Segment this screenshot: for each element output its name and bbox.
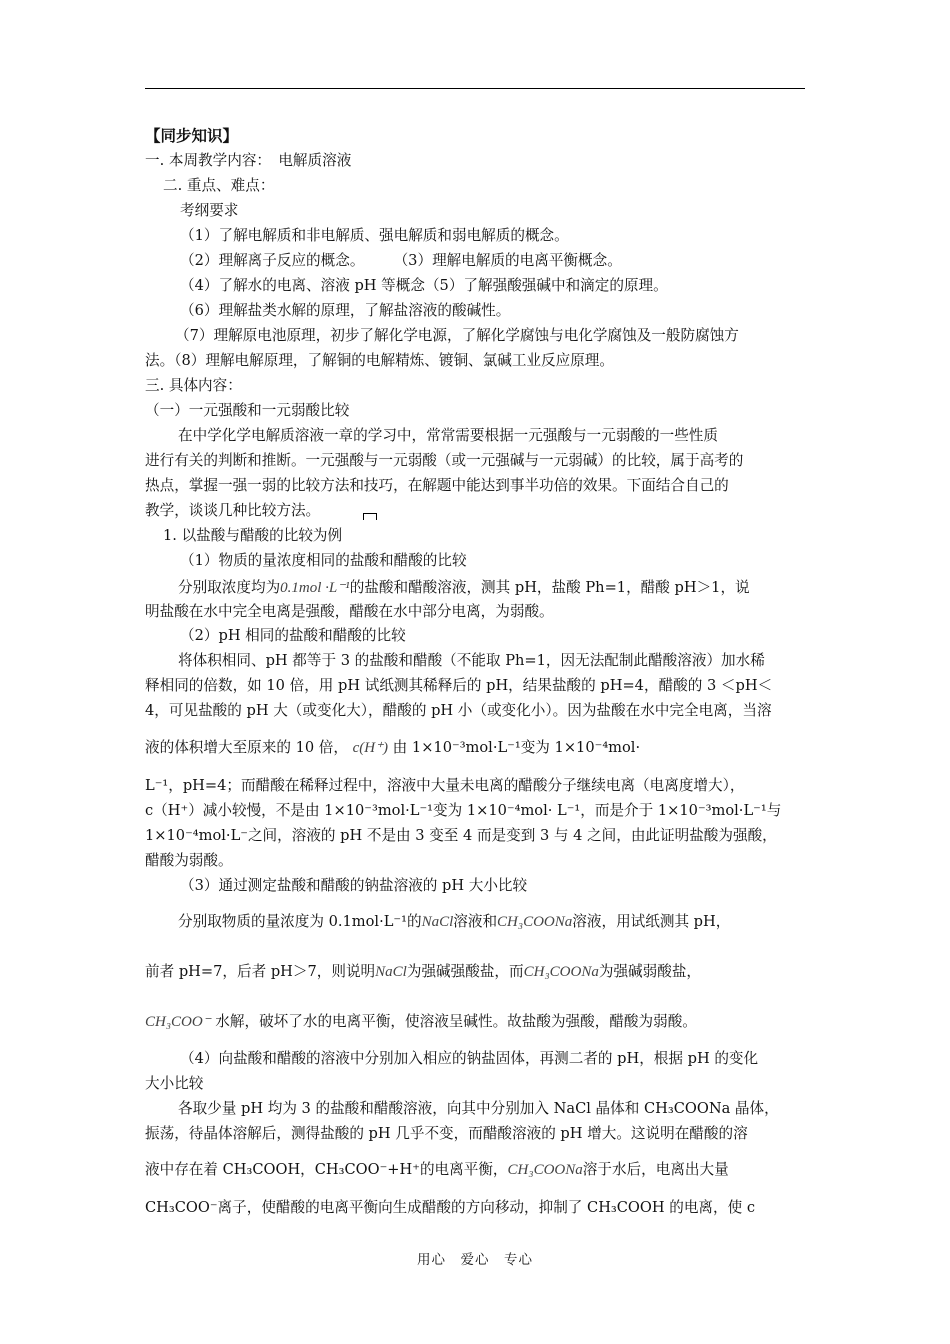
text-span: 水解，破坏了水的电离平衡，使溶液呈碱性。故盐酸为强酸，醋酸为弱酸。 — [215, 1013, 697, 1030]
syllabus-item: （7）理解原电池原理，初步了解化学电源，了解化学腐蚀与电化学腐蚀及一般防腐蚀方 — [175, 327, 739, 344]
syllabus-item: （4）了解水的电离、溶液 pH 等概念（5）了解强酸强碱中和滴定的原理。 — [180, 277, 668, 294]
syllabus-title: 考纲要求 — [180, 202, 239, 219]
text-span: 溶液，用试纸测其 pH， — [572, 913, 731, 930]
text-span: 为强碱弱酸盐， — [598, 963, 702, 980]
formula-h-concentration: c(H⁺) — [352, 740, 389, 756]
text-span: 溶于水后，电离出大量 — [582, 1161, 729, 1178]
item-title: （3）通过测定盐酸和醋酸的钠盐溶液的 pH 大小比较 — [180, 877, 528, 894]
item-title-cont: 大小比较 — [145, 1075, 204, 1092]
body-text: 释相同的倍数，如 10 倍，用 pH 试纸测其稀释后的 pH，结果盐酸的 pH=4，醋酸的 3 ＜pH＜ — [145, 677, 773, 694]
outline-item-2: 二. 重点、难点： — [163, 177, 275, 194]
item-title: （2）pH 相同的盐酸和醋酸的比较 — [180, 627, 406, 644]
example-title: 1. 以盐酸与醋酸的比较为例 — [163, 527, 343, 544]
item-title: （4）向盐酸和醋酸的溶液中分别加入相应的钠盐固体，再测二者的 pH，根据 pH 的变化 — [180, 1050, 759, 1067]
formula-ch3coona: CH₃COONa — [523, 964, 599, 980]
section-heading: 【同步知识】 — [145, 126, 239, 145]
body-text: 1×10⁻⁴mol·L⁻之间，溶液的 pH 不是由 3 变至 4 而是变到 3 与 4 之间，由此证明盐酸为强酸， — [145, 827, 777, 844]
formula-ch3coona: CH₃COONa — [507, 1162, 583, 1178]
formula-nacl: NaCl — [375, 964, 407, 980]
body-text: 醋酸为弱酸。 — [145, 852, 233, 869]
text-span: 液中存在着 CH₃COOH，CH₃COO⁻+H⁺的电离平衡， — [145, 1161, 508, 1178]
body-text — [178, 912, 730, 932]
body-text: 将体积相同、pH 都等于 3 的盐酸和醋酸（不能取 Ph=1，因无法配制此醋酸溶液）加水稀 — [178, 652, 765, 669]
body-text: 各取少量 pH 均为 3 的盐酸和醋酸溶液，向其中分别加入 NaCl 晶体和 CH₃COONa 晶体， — [178, 1100, 779, 1117]
body-text: 教学，谈谈几种比较方法。 — [145, 502, 321, 519]
body-text — [145, 1160, 729, 1180]
formula-concentration: 0.1mol ·L⁻¹ — [280, 580, 350, 596]
syllabus-item: （1）了解电解质和非电解质、强电解质和弱电解质的概念。 — [180, 227, 569, 244]
text-span: 液的体积增大至原来的 10 倍， — [145, 739, 348, 756]
outline-item-1: 一. 本周教学内容： 电解质溶液 — [145, 152, 352, 169]
text-span: 分别取物质的量浓度为 0.1mol·L⁻¹的 — [178, 913, 422, 930]
body-text: CH₃COO⁻离子，使醋酸的电离平衡向生成醋酸的方向移动，抑制了 CH₃COOH 的电离，使 c — [145, 1199, 756, 1216]
text-span: 的盐酸和醋酸溶液，测其 pH，盐酸 Ph=1，醋酸 pH＞1，说 — [349, 579, 750, 596]
body-text: L⁻¹，pH=4；而醋酸在稀释过程中，溶液中大量未电离的醋酸分子继续电离（电离度增大）， — [145, 777, 745, 794]
header-rule — [145, 88, 805, 89]
body-text: 明盐酸在水中完全电离是强酸，醋酸在水中部分电离，为弱酸。 — [145, 603, 554, 620]
text-span: 溶液和 — [453, 913, 498, 930]
syllabus-item-cont: 法。（8）理解电解原理，了解铜的电解精炼、镀铜、氯碱工业反应原理。 — [145, 352, 614, 369]
text-span: 由 1×10⁻³mol·L⁻¹变为 1×10⁻⁴mol· — [392, 739, 641, 756]
body-text: 热点，掌握一强一弱的比较方法和技巧，在解题中能达到事半功倍的效果。下面结合自己的 — [145, 477, 729, 494]
formula-ch3coo: CH₃COO⁻ — [145, 1014, 211, 1030]
syllabus-item: （2）理解离子反应的概念。 （3）理解电解质的电离平衡概念。 — [180, 252, 622, 269]
outline-item-3: 三. 具体内容： — [145, 377, 242, 394]
text-span: 分别取浓度均为 — [178, 579, 281, 596]
subsection-title: （一）一元强酸和一元弱酸比较 — [145, 402, 350, 419]
body-text — [145, 1012, 697, 1032]
item-title: （1）物质的量浓度相同的盐酸和醋酸的比较 — [180, 552, 467, 569]
body-text: 振荡，待晶体溶解后，测得盐酸的 pH 几乎不变，而醋酸溶液的 pH 增大。这说明在醋酸的溶 — [145, 1125, 748, 1142]
formula-ch3coona: CH₃COONa — [497, 914, 573, 930]
formula-nacl: NaCl — [421, 914, 454, 930]
body-text: 4，可见盐酸的 pH 大（或变化大），醋酸的 pH 小（或变化小）。因为盐酸在水中完全电离，当溶 — [145, 702, 772, 719]
syllabus-item: （6）理解盐类水解的原理，了解盐溶液的酸碱性。 — [180, 302, 511, 319]
body-text — [145, 962, 701, 982]
text-span: 为强碱强酸盐，而 — [406, 963, 524, 980]
body-text: 进行有关的判断和推断。一元强酸与一元弱酸（或一元强碱与一元弱碱）的比较，属于高考的 — [145, 452, 744, 469]
body-text — [178, 578, 750, 598]
page-footer: 用心 爱心 专心 — [417, 1252, 533, 1268]
body-text: c（H⁺）减小较慢，不是由 1×10⁻³mol·L⁻¹变为 1×10⁻⁴mol· L⁻¹，而是介于 1×10⁻³mol·L⁻¹与 — [145, 802, 782, 819]
body-text — [145, 738, 640, 758]
bracket-mark — [363, 513, 377, 520]
text-span: 前者 pH=7，后者 pH＞7，则说明 — [145, 963, 376, 980]
body-text: 在中学化学电解质溶液一章的学习中，常常需要根据一元强酸与一元弱酸的一些性质 — [178, 427, 718, 444]
